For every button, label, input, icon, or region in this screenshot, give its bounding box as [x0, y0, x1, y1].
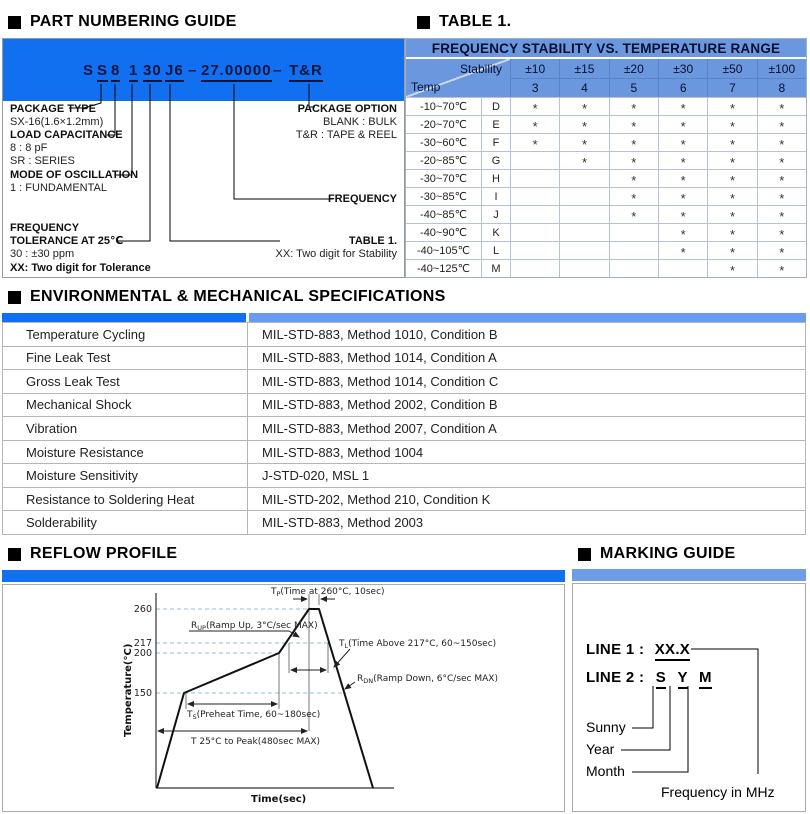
section-title-text: PART NUMBERING GUIDE	[30, 13, 237, 30]
stability-mark-cell: *	[757, 241, 806, 259]
stability-mark-cell	[559, 187, 608, 205]
part-number-segment: J6	[165, 63, 184, 82]
stability-mark-cell: *	[609, 169, 658, 187]
section-title-text: REFLOW PROFILE	[30, 545, 178, 562]
env-table-rows	[2, 322, 806, 535]
stability-mark-cell: *	[707, 97, 756, 115]
line2-letter-s: S	[656, 669, 666, 689]
rup-annotation: $R_{UP}(Ramp$ Up, 3°C/sec MAX)	[191, 621, 318, 632]
temp-range-cell: -40~105℃	[406, 241, 481, 259]
frequency-label: FREQUENCY	[327, 193, 397, 205]
temp-range-cell: -30~85℃	[406, 187, 481, 205]
stability-mark-cell: *	[609, 115, 658, 133]
stability-mark-cell: *	[559, 97, 608, 115]
temp-code-cell: L	[481, 241, 510, 259]
stability-mark-cell: *	[510, 97, 559, 115]
stability-col-header: ±20	[609, 59, 658, 78]
corner-temp-label: Temp	[411, 80, 441, 94]
part-numbering-panel	[2, 38, 405, 278]
env-table-header	[2, 313, 806, 322]
temp-code-cell: I	[481, 187, 510, 205]
env-spec-item: Moisture Sensitivity	[3, 463, 248, 487]
rdn-annotation: $R_{DN}(Ramp$ Down, 6°C/sec MAX)	[357, 674, 498, 685]
stability-mark-cell	[510, 205, 559, 223]
line2-letter-m: M	[699, 669, 712, 689]
package-option-label: PACKAGE OPTION	[297, 103, 397, 115]
frequency-tolerance-label1: FREQUENCY	[10, 222, 80, 234]
temp-range-cell: -40~125℃	[406, 259, 481, 277]
ts-annotation: $T_S(Preheat$ Time, 60~180sec)	[187, 710, 321, 721]
env-spec-item: Temperature Cycling	[3, 322, 248, 346]
y-axis-label: Temperature(°C)	[123, 643, 134, 737]
part-number-segment: 30	[143, 63, 162, 82]
temp-range-cell: -10~70℃	[406, 97, 481, 115]
env-spec-item: Solderability	[3, 510, 248, 534]
stability-mark-cell	[609, 259, 658, 277]
stability-mark-cell: *	[609, 151, 658, 169]
temp-range-cell: -30~60℃	[406, 133, 481, 151]
frequency-note: Frequency in MHz	[661, 784, 775, 800]
table1-ref-label: TABLE 1.	[348, 235, 397, 247]
section-bullet-icon	[8, 548, 21, 561]
frequency-tolerance-note: XX: Two digit for Tolerance	[10, 262, 151, 274]
stability-col-header: ±100	[757, 59, 806, 78]
stability-mark-cell	[559, 169, 608, 187]
frequency-tolerance-label2: TOLERANCE AT 25℃	[10, 235, 124, 247]
mode-of-oscillation-label: MODE OF OSCILLATION	[10, 169, 139, 181]
marking-guide-panel	[572, 583, 806, 812]
env-spec-item: Moisture Resistance	[3, 440, 248, 464]
legend-month: Month	[586, 763, 625, 779]
env-spec-value: MIL-STD-883, Method 1004	[248, 440, 805, 464]
stability-mark-cell	[510, 223, 559, 241]
package-option-value1: BLANK : BULK	[323, 116, 397, 128]
env-spec-item: Resistance to Soldering Heat	[3, 487, 248, 511]
temp-range-cell: -20~70℃	[406, 115, 481, 133]
env-spec-item: Mechanical Shock	[3, 393, 248, 417]
stability-mark-cell: *	[707, 241, 756, 259]
part-number-segment: –	[273, 62, 283, 79]
env-specs-title	[8, 288, 446, 306]
stability-mark-cell: *	[658, 241, 707, 259]
stability-mark-cell: *	[757, 187, 806, 205]
stability-col-header: ±30	[658, 59, 707, 78]
stability-mark-cell	[510, 187, 559, 205]
temp-code-cell: G	[481, 151, 510, 169]
stability-mark-cell: *	[707, 205, 756, 223]
part-number-segment: S	[97, 63, 108, 82]
stability-mark-cell: *	[559, 151, 608, 169]
stability-mark-cell	[510, 241, 559, 259]
env-mech-spec-table	[2, 313, 806, 535]
stability-code-header: 7	[707, 78, 756, 97]
temp-code-cell: F	[481, 133, 510, 151]
part-number-segment: 27.00000	[201, 63, 272, 82]
stability-mark-cell: *	[609, 133, 658, 151]
stability-mark-cell: *	[707, 151, 756, 169]
marking-guide-title	[578, 545, 735, 563]
temp-code-cell: E	[481, 115, 510, 133]
stability-col-header: ±15	[559, 59, 608, 78]
temp-code-cell: D	[481, 97, 510, 115]
table1-title	[417, 13, 511, 31]
line2-prefix: LINE 2 :	[586, 669, 645, 686]
line1-value: XX.X	[655, 641, 690, 661]
stability-code-header: 4	[559, 78, 608, 97]
env-spec-item: Vibration	[3, 416, 248, 440]
stability-mark-cell: *	[757, 205, 806, 223]
stability-mark-cell	[658, 259, 707, 277]
mode-of-oscillation-value: 1 : FUNDAMENTAL	[10, 182, 107, 194]
stability-code-header: 3	[510, 78, 559, 97]
env-spec-item: Fine Leak Test	[3, 346, 248, 370]
ytick-260: 260	[133, 604, 152, 615]
section-bullet-icon	[417, 16, 430, 29]
stability-mark-cell	[510, 151, 559, 169]
load-capacitance-value1: 8 : 8 pF	[10, 142, 48, 154]
marking-line2	[586, 669, 712, 686]
temp-range-cell: -40~85℃	[406, 205, 481, 223]
stability-mark-cell: *	[707, 133, 756, 151]
frequency-stability-table	[405, 38, 807, 278]
stability-mark-cell	[559, 241, 608, 259]
line1-prefix: LINE 1 :	[586, 641, 645, 658]
stability-mark-cell: *	[658, 169, 707, 187]
stability-table-header: FREQUENCY STABILITY VS. TEMPERATURE RANGE	[406, 39, 806, 59]
stability-mark-cell: *	[757, 223, 806, 241]
stability-mark-cell: *	[559, 115, 608, 133]
section-bullet-icon	[8, 16, 21, 29]
reflow-header-bar	[2, 570, 565, 582]
stability-mark-cell	[609, 241, 658, 259]
stability-table-grid	[406, 39, 806, 277]
env-spec-value: MIL-STD-883, Method 1014, Condition C	[248, 369, 805, 393]
load-capacitance-label: LOAD CAPACITANCE	[10, 129, 123, 141]
stability-mark-cell: *	[658, 97, 707, 115]
stability-col-header: ±50	[707, 59, 756, 78]
stability-mark-cell	[609, 223, 658, 241]
section-bullet-icon	[578, 548, 591, 561]
stability-mark-cell: *	[757, 259, 806, 277]
temp-range-cell: -30~70℃	[406, 169, 481, 187]
part-number-segment: –	[188, 62, 198, 79]
line2-letter-y: Y	[678, 669, 688, 689]
marking-line1	[586, 641, 690, 658]
stability-code-header: 8	[757, 78, 806, 97]
stability-mark-cell: *	[707, 223, 756, 241]
tp-annotation: $T_P(Time$ at 260°C, 10sec)	[271, 587, 385, 598]
marking-header-bar	[572, 569, 806, 581]
stability-mark-cell: *	[609, 205, 658, 223]
ytick-200: 200	[133, 648, 152, 659]
stability-mark-cell: *	[559, 133, 608, 151]
tl-annotation: $T_L(Time$ Above 217°C, 60~150sec)	[339, 639, 497, 650]
temp-range-cell: -40~90℃	[406, 223, 481, 241]
stability-mark-cell: *	[757, 133, 806, 151]
part-number-segment: 8	[111, 63, 120, 82]
stability-mark-cell: *	[757, 97, 806, 115]
part-numbering-title	[8, 13, 237, 31]
stability-mark-cell: *	[658, 223, 707, 241]
frequency-tolerance-value: 30 : ±30 ppm	[10, 248, 75, 260]
legend-sunny: Sunny	[586, 719, 626, 735]
package-type-value: SX-16(1.6×1.2mm)	[10, 116, 104, 128]
stability-mark-cell	[559, 223, 608, 241]
reflow-profile-title	[8, 545, 177, 563]
section-title-text: TABLE 1.	[439, 13, 512, 30]
stability-mark-cell: *	[609, 97, 658, 115]
stability-mark-cell: *	[658, 115, 707, 133]
stability-mark-cell: *	[658, 151, 707, 169]
package-type-label: PACKAGE TYPE	[10, 103, 96, 115]
env-spec-value: MIL-STD-202, Method 210, Condition K	[248, 487, 805, 511]
table1-ref-note: XX: Two digit for Stability	[275, 248, 397, 260]
temp-code-cell: J	[481, 205, 510, 223]
section-bullet-icon	[8, 291, 21, 304]
temp-code-cell: K	[481, 223, 510, 241]
stability-mark-cell: *	[757, 115, 806, 133]
stability-mark-cell: *	[510, 115, 559, 133]
stability-mark-cell: *	[707, 259, 756, 277]
stability-mark-cell: *	[757, 151, 806, 169]
ytick-150: 150	[133, 688, 152, 699]
part-number-segment: S	[83, 62, 95, 79]
stability-code-header: 5	[609, 78, 658, 97]
part-number-segment: 1	[129, 63, 138, 82]
section-title-text: ENVIRONMENTAL & MECHANICAL SPECIFICATIONS	[30, 288, 446, 305]
stability-temp-corner-cell	[406, 59, 510, 97]
section-title-text: MARKING GUIDE	[600, 545, 736, 562]
x-axis-label: Time(sec)	[251, 794, 307, 805]
corner-stability-label: Stability	[459, 62, 502, 76]
env-spec-value: MIL-STD-883, Method 2007, Condition A	[248, 416, 805, 440]
env-spec-item: Gross Leak Test	[3, 369, 248, 393]
env-spec-value: MIL-STD-883, Method 2002, Condition B	[248, 393, 805, 417]
stability-mark-cell	[510, 169, 559, 187]
reflow-chart-panel	[2, 584, 565, 812]
t25-annotation: T 25°C to Peak(480sec MAX)	[191, 737, 321, 747]
temp-code-cell: H	[481, 169, 510, 187]
stability-col-header: ±10	[510, 59, 559, 78]
stability-code-header: 6	[658, 78, 707, 97]
stability-mark-cell: *	[609, 187, 658, 205]
part-number-segment: T&R	[289, 63, 323, 82]
package-option-value2: T&R : TAPE & REEL	[295, 129, 397, 141]
stability-mark-cell: *	[658, 133, 707, 151]
env-spec-value: J-STD-020, MSL 1	[248, 463, 805, 487]
env-header-right-bar	[249, 313, 806, 322]
stability-mark-cell: *	[707, 187, 756, 205]
stability-mark-cell: *	[658, 205, 707, 223]
stability-mark-cell	[559, 259, 608, 277]
env-spec-value: MIL-STD-883, Method 1014, Condition A	[248, 346, 805, 370]
reflow-chart	[3, 585, 564, 811]
temp-range-cell: -20~85℃	[406, 151, 481, 169]
stability-mark-cell: *	[707, 169, 756, 187]
stability-mark-cell: *	[658, 187, 707, 205]
load-capacitance-value2: SR : SERIES	[10, 155, 75, 167]
env-header-left-bar	[2, 313, 246, 322]
stability-mark-cell: *	[707, 115, 756, 133]
env-spec-value: MIL-STD-883, Method 1010, Condition B	[248, 322, 805, 346]
stability-mark-cell: *	[510, 133, 559, 151]
temp-code-cell: M	[481, 259, 510, 277]
ytick-217: 217	[133, 638, 152, 649]
stability-mark-cell	[559, 205, 608, 223]
env-spec-value: MIL-STD-883, Method 2003	[248, 510, 805, 534]
legend-year: Year	[586, 741, 615, 757]
stability-mark-cell: *	[757, 169, 806, 187]
stability-mark-cell	[510, 259, 559, 277]
